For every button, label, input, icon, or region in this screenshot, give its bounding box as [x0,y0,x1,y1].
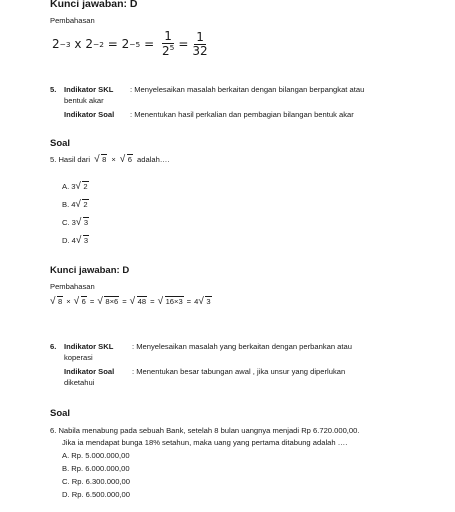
answer-key-heading-1: Kunci jawaban: D [50,0,138,10]
fraction-2-numerator: 1 [196,29,204,44]
eq-radical-48: √ 48 [129,296,147,307]
formula-equals-1: = [103,37,122,52]
item-6-soal-label: Indikator Soal [64,367,115,376]
formula-base-2: 2 [85,37,93,52]
item-6-number: 6. [50,342,57,351]
item-5-number: 5. [50,85,57,94]
fraction-2 [190,31,209,58]
item-6-skl-text: : Menyelesaikan masalah yang berkaitan dengan perbankan atau [132,342,352,351]
formula-times: x [70,37,86,52]
radical-6: √ 6 [119,154,132,165]
fraction-1-denominator: $2^5$ [161,43,175,59]
fraction-1 [160,30,176,58]
item-6-soal-text-cont: diketahui [64,378,95,387]
item-5-soal-label: Indikator Soal [64,110,115,119]
item-5-skl-label: Indikator SKL [64,85,114,94]
option-6-b: B. Rp. 6.000.000,00 [62,464,130,473]
question-5-text [50,155,170,164]
option-5-d: D. 4 √ 3 [62,235,89,246]
option-6-a: A. Rp. 5.000.000,00 [62,451,130,460]
item-6-skl-label: Indikator SKL [64,342,114,351]
explanation-label-2: Pembahasan [50,282,95,291]
item-5-soal-text: : Menentukan hasil perkalian dan pembagian bilangan bentuk akar [130,110,354,119]
times-sign: × [111,155,116,164]
eq-radical-8x6: √ 8×6 [97,296,119,307]
option-5-d-radical: √ 3 [75,235,89,246]
formula-exp-3: −5 [129,39,141,49]
exponent-formula: 2 −3 x 2 −2 = 2 −5 = $\frac{1}{2^5}$ = $\frac{1}{32}$ [52,29,208,59]
formula-base-1: 2 [52,37,60,52]
formula-exp-1: −3 [59,39,71,49]
option-5-c: C. 3 √ 3 [62,217,89,228]
eq-radical-16x3: √ 16×3 [157,296,183,307]
item-6-skl-text-cont: koperasi [64,353,93,362]
formula-equals-2: = [140,37,158,52]
radical-equation: √ 8 × √ 6 = √ 8×6 = √ 48 = √ 16×3 = 4 √ 3 [50,296,211,307]
question-6-line-1: 6. Nabila menabung pada sebuah Bank, setelah 8 bulan uangnya menjadi Rp 6.720.000,00. [50,426,360,435]
fraction-2-denominator: 32 [192,43,208,58]
question-6-line-2: Jika ia mendapat bunga 18% setahun, maka uang yang pertama ditabung adalah …. [62,438,348,447]
eq-result-radical: √ 3 [198,296,211,307]
question-5-prefix: 5. Hasil dari [50,155,91,164]
answer-key-heading-2: Kunci jawaban: D [50,265,130,276]
option-5-b-radical: √ 2 [75,199,88,210]
eq-radical-8: √ 8 [50,296,63,307]
item-5-skl-text: : Menyelesaikan masalah berkaitan dengan bilangan berpangkat atau [130,85,365,94]
radical-8: √ 8 [94,154,107,165]
formula-exp-2: −2 [92,39,104,49]
question-heading-5: Soal [50,138,71,149]
option-6-d: D. Rp. 6.500.000,00 [62,490,130,499]
option-6-c: C. Rp. 6.300.000,00 [62,477,130,486]
item-6-soal-text: : Menentukan besar tabungan awal , jika unsur yang diperlukan [132,367,346,376]
option-5-a-radical: √ 2 [75,181,88,192]
formula-base-3: 2 [121,37,130,52]
explanation-label-1: Pembahasan [50,16,95,25]
option-5-c-radical: √ 3 [75,217,89,228]
question-heading-6: Soal [50,408,71,419]
eq-radical-6: √ 6 [73,296,86,307]
fraction-1-numerator: 1 [164,29,172,43]
option-5-b: B. 4 √ 2 [62,199,88,210]
item-5-skl-text-cont: bentuk akar [64,96,104,105]
option-5-a: A. 3 √ 2 [62,181,88,192]
question-5-suffix: adalah…. [137,155,170,164]
